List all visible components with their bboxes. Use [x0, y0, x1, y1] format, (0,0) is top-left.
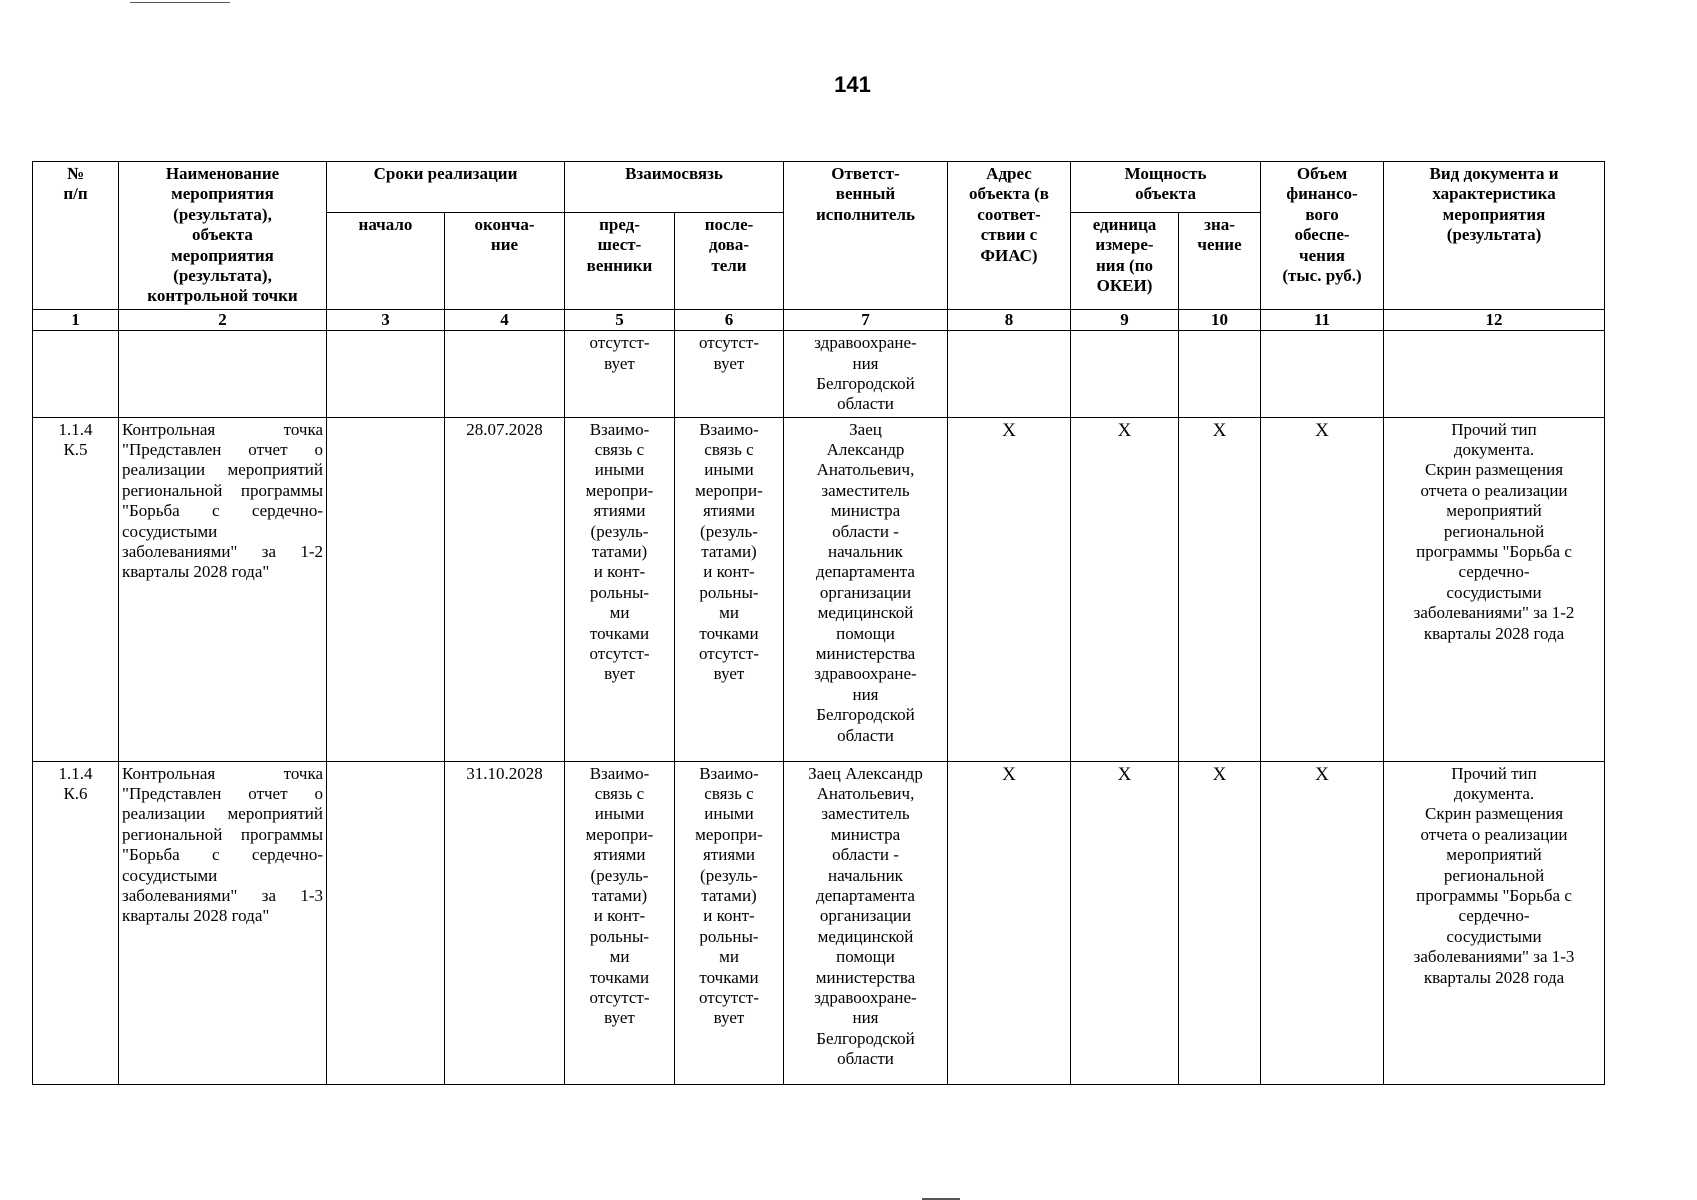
cell-num — [33, 331, 119, 418]
cell-value — [1179, 331, 1261, 418]
cell-successors: Взаимо- связь с иными меропри- ятиями (резуль- татами) и конт- рольны- ми точками отсутст- вует — [675, 761, 784, 1084]
header-predecessors: пред- шест- венники — [565, 213, 675, 310]
cell-address: Х — [948, 761, 1071, 1084]
cell-finance: Х — [1261, 761, 1384, 1084]
header-end: оконча- ние — [445, 213, 565, 310]
cell-predecessors: Взаимо- связь с иными меропри- ятиями (резуль- татами) и конт- рольны- ми точками отсутст- вует — [565, 417, 675, 761]
column-number: 10 — [1179, 309, 1261, 330]
cell-responsible: здравоохране- ния Белгородской области — [784, 331, 948, 418]
column-number-row — [33, 309, 1605, 330]
header-responsible: Ответст- венный исполнитель — [784, 162, 948, 310]
header-num: № п/п — [33, 162, 119, 310]
header-terms: Сроки реализации — [327, 162, 565, 213]
cell-responsible: Заец Александр Анатольевич, заместитель министра области - начальник департамента организации медицинской помощи министерства здравоохране- ния Белгородской области — [784, 417, 948, 761]
header-start: начало — [327, 213, 445, 310]
cell-start — [327, 417, 445, 761]
cell-num: 1.1.4 К.5 — [33, 417, 119, 761]
cell-address: Х — [948, 417, 1071, 761]
column-number: 4 — [445, 309, 565, 330]
cell-predecessors: Взаимо- связь с иными меропри- ятиями (резуль- татами) и конт- рольны- ми точками отсутст- вует — [565, 761, 675, 1084]
cell-doc: Прочий тип документа. Скрин размещения отчета о реализации мероприятий региональной программы "Борьба с сердечно- сосудистыми заболеваниями" за 1-3 кварталы 2028 года — [1384, 761, 1605, 1084]
cell-end: 31.10.2028 — [445, 761, 565, 1084]
column-number: 9 — [1071, 309, 1179, 330]
cell-end — [445, 331, 565, 418]
table-row — [33, 761, 1605, 1084]
cell-successors: отсутст- вует — [675, 331, 784, 418]
column-number: 5 — [565, 309, 675, 330]
cell-name — [119, 331, 327, 418]
cell-successors: Взаимо- связь с иными меропри- ятиями (резуль- татами) и конт- рольны- ми точками отсутст- вует — [675, 417, 784, 761]
header-value: зна- чение — [1179, 213, 1261, 310]
top-rule — [130, 2, 230, 3]
column-number: 12 — [1384, 309, 1605, 330]
header-row-1 — [33, 162, 1605, 213]
plan-table — [32, 161, 1605, 1085]
table-row-continuation — [33, 331, 1605, 418]
cell-end: 28.07.2028 — [445, 417, 565, 761]
cell-start — [327, 331, 445, 418]
cell-doc — [1384, 331, 1605, 418]
table-row — [33, 417, 1605, 761]
cell-value: Х — [1179, 417, 1261, 761]
column-number: 8 — [948, 309, 1071, 330]
column-number: 7 — [784, 309, 948, 330]
header-successors: после- дова- тели — [675, 213, 784, 310]
header-unit: единица измере- ния (по ОКЕИ) — [1071, 213, 1179, 310]
cell-unit: Х — [1071, 761, 1179, 1084]
header-relation: Взаимосвязь — [565, 162, 784, 213]
cell-num: 1.1.4 К.6 — [33, 761, 119, 1084]
header-finance: Объем финансо- вого обеспе- чения (тыс. руб.) — [1261, 162, 1384, 310]
cell-unit: Х — [1071, 417, 1179, 761]
cell-unit — [1071, 331, 1179, 418]
cell-address — [948, 331, 1071, 418]
header-address: Адрес объекта (в соответ- ствии с ФИАС) — [948, 162, 1071, 310]
column-number: 3 — [327, 309, 445, 330]
page-number: 141 — [834, 72, 871, 97]
cell-value: Х — [1179, 761, 1261, 1084]
cell-name: Контрольная точка "Представлен отчет о реализации мероприятий региональной программы "Борьба с сердечно-сосудистыми заболеваниями" за 1-2 кварталы 2028 года" — [119, 417, 327, 761]
cell-responsible: Заец Александр Анатольевич, заместитель министра области - начальник департамента организации медицинской помощи министерства здравоохране- ния Белгородской области — [784, 761, 948, 1084]
cell-finance: Х — [1261, 417, 1384, 761]
column-number: 1 — [33, 309, 119, 330]
header-capacity: Мощность объекта — [1071, 162, 1261, 213]
column-number: 2 — [119, 309, 327, 330]
cell-name: Контрольная точка "Представлен отчет о реализации мероприятий региональной программы "Борьба с сердечно-сосудистыми заболеваниями" за 1-3 кварталы 2028 года" — [119, 761, 327, 1084]
cell-predecessors: отсутст- вует — [565, 331, 675, 418]
column-number: 11 — [1261, 309, 1384, 330]
cell-doc: Прочий тип документа. Скрин размещения отчета о реализации мероприятий региональной программы "Борьба с сердечно- сосудистыми заболеваниями" за 1-2 кварталы 2028 года — [1384, 417, 1605, 761]
cell-finance — [1261, 331, 1384, 418]
header-name: Наименование мероприятия (результата), объекта мероприятия (результата), контрольной точки — [119, 162, 327, 310]
cell-start — [327, 761, 445, 1084]
column-number: 6 — [675, 309, 784, 330]
header-doc: Вид документа и характеристика мероприятия (результата) — [1384, 162, 1605, 310]
